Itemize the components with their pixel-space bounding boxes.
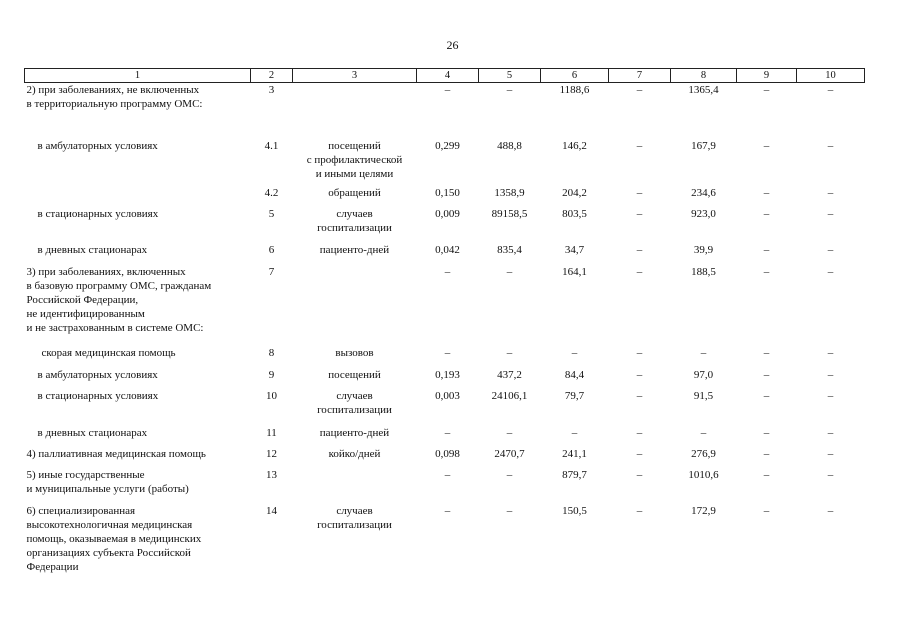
value-cell: 437,2 — [497, 368, 522, 381]
unit-cell: случаев госпитализации — [317, 504, 392, 531]
table-row — [25, 426, 865, 447]
table-row — [25, 368, 865, 389]
table-row — [25, 243, 865, 265]
value-cell: – — [636, 346, 643, 359]
row-label: в дневных стационарах — [37, 243, 148, 256]
value-cell: 488,8 — [497, 139, 522, 152]
table-row — [25, 468, 865, 504]
value-cell: – — [506, 346, 513, 359]
row-label: в амбулаторных условиях — [37, 368, 158, 381]
value-cell: 79,7 — [564, 389, 585, 402]
financing-table — [24, 68, 865, 578]
row-number: 10 — [266, 389, 277, 402]
row-number: 7 — [268, 265, 275, 278]
unit-cell: вызовов — [335, 346, 374, 359]
value-cell: – — [763, 426, 770, 439]
table-row — [25, 265, 865, 346]
unit-cell: случаев госпитализации — [317, 389, 392, 416]
value-cell: – — [444, 426, 451, 439]
value-cell: 24106,1 — [491, 389, 528, 402]
value-cell: 204,2 — [562, 186, 587, 199]
value-cell: – — [827, 368, 834, 381]
value-cell: 84,4 — [564, 368, 585, 381]
value-cell: – — [763, 84, 770, 96]
value-cell: – — [700, 426, 707, 439]
column-header: 9 — [737, 69, 797, 83]
row-number: 5 — [268, 207, 275, 220]
value-cell: 164,1 — [562, 265, 587, 278]
value-cell: – — [636, 84, 643, 96]
column-header: 4 — [417, 69, 479, 83]
value-cell: – — [827, 504, 834, 517]
row-label: скорая медицинская помощь — [41, 346, 176, 359]
value-cell: – — [827, 426, 834, 439]
value-cell: – — [827, 207, 834, 220]
value-cell: 39,9 — [693, 243, 714, 256]
value-cell: 241,1 — [562, 447, 587, 460]
row-number: 4.2 — [264, 186, 279, 199]
value-cell: – — [763, 346, 770, 359]
value-cell: – — [506, 468, 513, 481]
value-cell: 2470,7 — [494, 447, 525, 460]
row-label: 4) паллиативная медицинская помощь — [26, 447, 206, 460]
value-cell: – — [636, 243, 643, 256]
value-cell: – — [763, 368, 770, 381]
value-cell: – — [763, 243, 770, 256]
value-cell: 923,0 — [691, 207, 716, 220]
value-cell: – — [827, 265, 834, 278]
row-label — [25, 186, 251, 207]
value-cell: – — [444, 84, 451, 96]
value-cell: – — [763, 504, 770, 517]
value-cell: – — [636, 447, 643, 460]
column-header: 8 — [671, 69, 737, 83]
value-cell: – — [827, 243, 834, 256]
value-cell: – — [444, 346, 451, 359]
value-cell: – — [827, 139, 834, 152]
row-number: 6 — [268, 243, 275, 256]
value-cell: – — [763, 389, 770, 402]
value-cell: – — [636, 504, 643, 517]
page-number: 26 — [446, 38, 459, 52]
unit-cell — [293, 83, 417, 139]
value-cell: 0,009 — [435, 207, 460, 220]
value-cell: – — [827, 186, 834, 199]
column-header: 2 — [251, 69, 293, 83]
value-cell: – — [763, 447, 770, 460]
table-row — [25, 389, 865, 426]
table-row — [25, 207, 865, 243]
unit-cell: случаев госпитализации — [317, 207, 392, 234]
row-label: 3) при заболеваниях, включенных в базовую программу ОМС, гражданам Российской Федерации, не идентифицированным и не застрахованным в системе ОМС: — [26, 265, 212, 334]
value-cell: 1365,4 — [688, 84, 719, 96]
value-cell: 234,6 — [691, 186, 716, 199]
table-row — [25, 83, 865, 139]
value-cell: 146,2 — [562, 139, 587, 152]
unit-cell: койко/дней — [328, 447, 381, 460]
value-cell: – — [444, 265, 451, 278]
value-cell: – — [506, 84, 513, 96]
column-header: 5 — [479, 69, 541, 83]
unit-cell: пациенто-дней — [319, 426, 390, 439]
value-cell: 172,9 — [691, 504, 716, 517]
value-cell: 0,150 — [435, 186, 460, 199]
value-cell: – — [827, 346, 834, 359]
value-cell: 276,9 — [691, 447, 716, 460]
value-cell: 1358,9 — [494, 186, 525, 199]
row-label: 2) при заболеваниях, не включенных в территориальную программу ОМС: — [26, 84, 203, 110]
value-cell: – — [506, 265, 513, 278]
value-cell: – — [571, 426, 578, 439]
value-cell: 0,299 — [435, 139, 460, 152]
row-number: 4.1 — [264, 139, 279, 152]
value-cell: – — [571, 346, 578, 359]
unit-cell: посещений с профилактической и иными целями — [306, 139, 403, 180]
unit-cell: пациенто-дней — [319, 243, 390, 256]
value-cell: – — [506, 504, 513, 517]
value-cell: 34,7 — [564, 243, 585, 256]
row-label: в стационарных условиях — [37, 207, 159, 220]
value-cell: – — [636, 186, 643, 199]
value-cell: 89158,5 — [491, 207, 528, 220]
value-cell: – — [636, 368, 643, 381]
column-header: 6 — [541, 69, 609, 83]
value-cell: – — [763, 468, 770, 481]
row-number: 3 — [268, 84, 275, 96]
table-header-row — [25, 69, 865, 83]
row-label: в дневных стационарах — [37, 426, 148, 439]
unit-cell — [293, 468, 417, 504]
unit-cell — [293, 265, 417, 346]
row-number: 14 — [266, 504, 277, 517]
value-cell: – — [636, 468, 643, 481]
value-cell: 0,193 — [435, 368, 460, 381]
row-label: 6) специализированная высокотехнологичная медицинская помощь, оказываемая в медицинских организациях субъекта Российской Федерации — [26, 504, 202, 573]
value-cell: 188,5 — [691, 265, 716, 278]
value-cell: – — [763, 265, 770, 278]
value-cell: 879,7 — [562, 468, 587, 481]
value-cell: – — [763, 139, 770, 152]
unit-cell: обращений — [328, 186, 381, 199]
column-header: 1 — [25, 69, 251, 83]
value-cell: – — [506, 426, 513, 439]
value-cell: – — [827, 468, 834, 481]
value-cell: 803,5 — [562, 207, 587, 220]
unit-cell: посещений — [328, 368, 381, 381]
table-row — [25, 447, 865, 468]
value-cell: 835,4 — [497, 243, 522, 256]
value-cell: – — [636, 426, 643, 439]
value-cell: – — [444, 504, 451, 517]
table-row — [25, 186, 865, 207]
value-cell: – — [763, 207, 770, 220]
value-cell: – — [636, 139, 643, 152]
value-cell: – — [636, 389, 643, 402]
row-number: 8 — [268, 346, 275, 359]
value-cell: 0,098 — [435, 447, 460, 460]
value-cell: – — [763, 186, 770, 199]
value-cell: – — [444, 468, 451, 481]
row-number: 12 — [266, 447, 277, 460]
value-cell: – — [827, 84, 834, 96]
row-number: 9 — [268, 368, 275, 381]
value-cell: – — [636, 207, 643, 220]
value-cell: 0,003 — [435, 389, 460, 402]
row-label: в стационарных условиях — [37, 389, 159, 402]
value-cell: – — [827, 389, 834, 402]
value-cell: 167,9 — [691, 139, 716, 152]
column-header: 3 — [293, 69, 417, 83]
value-cell: 91,5 — [693, 389, 714, 402]
value-cell: 1010,6 — [688, 468, 719, 481]
table-row — [25, 504, 865, 578]
row-label: 5) иные государственные и муниципальные услуги (работы) — [26, 468, 189, 495]
value-cell: 0,042 — [435, 243, 460, 256]
value-cell: 150,5 — [562, 504, 587, 517]
table-row — [25, 139, 865, 186]
row-number: 11 — [266, 426, 277, 439]
column-header: 10 — [797, 69, 865, 83]
value-cell: – — [827, 447, 834, 460]
row-label: в амбулаторных условиях — [37, 139, 158, 152]
value-cell: 97,0 — [693, 368, 714, 381]
table-row — [25, 346, 865, 368]
value-cell: 1188,6 — [559, 84, 590, 96]
column-header: 7 — [609, 69, 671, 83]
row-number: 13 — [266, 468, 277, 481]
value-cell: – — [636, 265, 643, 278]
value-cell: – — [700, 346, 707, 359]
